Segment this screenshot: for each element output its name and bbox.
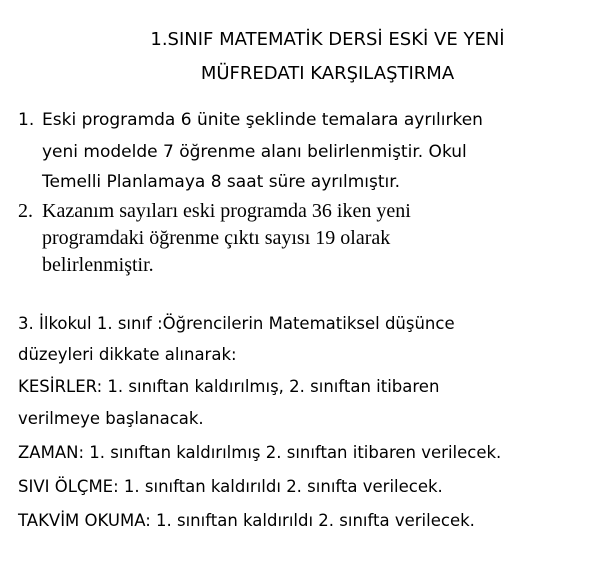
section-3-line-6: SIVI ÖLÇME: 1. sınıftan kaldırıldı 2. sınıfta verilecek. bbox=[18, 477, 443, 496]
list-item-2-number: 2. bbox=[18, 200, 33, 222]
section-3-line-3: KESİRLER: 1. sınıftan kaldırılmış, 2. sınıftan itibaren bbox=[18, 377, 440, 396]
section-3-line-1: 3. İlkokul 1. sınıf :Öğrencilerin Matematiksel düşünce bbox=[18, 314, 455, 333]
page-title-line-1: 1.SINIF MATEMATİK DERSİ ESKİ VE YENİ bbox=[150, 29, 505, 50]
list-item-1-line-2: yeni modelde 7 öğrenme alanı belirlenmiştir. Okul bbox=[42, 142, 467, 162]
section-3-line-7: TAKVİM OKUMA: 1. sınıftan kaldırıldı 2. sınıfta verilecek. bbox=[18, 511, 475, 530]
section-3-line-4: verilmeye başlanacak. bbox=[18, 409, 204, 428]
list-item-1-number: 1. bbox=[18, 110, 35, 130]
list-item-2-line-3: belirlenmiştir. bbox=[42, 254, 154, 276]
list-item-2-line-1: Kazanım sayıları eski programda 36 iken yeni bbox=[42, 200, 411, 222]
page-title-line-2: MÜFREDATI KARŞILAŞTIRMA bbox=[200, 63, 455, 84]
section-3-line-2: düzeyleri dikkate alınarak: bbox=[18, 345, 237, 364]
list-item-2-line-2: programdaki öğrenme çıktı sayısı 19 olarak bbox=[42, 227, 391, 249]
list-item-1-line-1: Eski programda 6 ünite şeklinde temalara ayrılırken bbox=[42, 110, 483, 130]
list-item-1-line-3: Temelli Planlamaya 8 saat süre ayrılmıştır. bbox=[42, 172, 401, 192]
section-3-line-5: ZAMAN: 1. sınıftan kaldırılmış 2. sınıftan itibaren verilecek. bbox=[18, 443, 502, 462]
